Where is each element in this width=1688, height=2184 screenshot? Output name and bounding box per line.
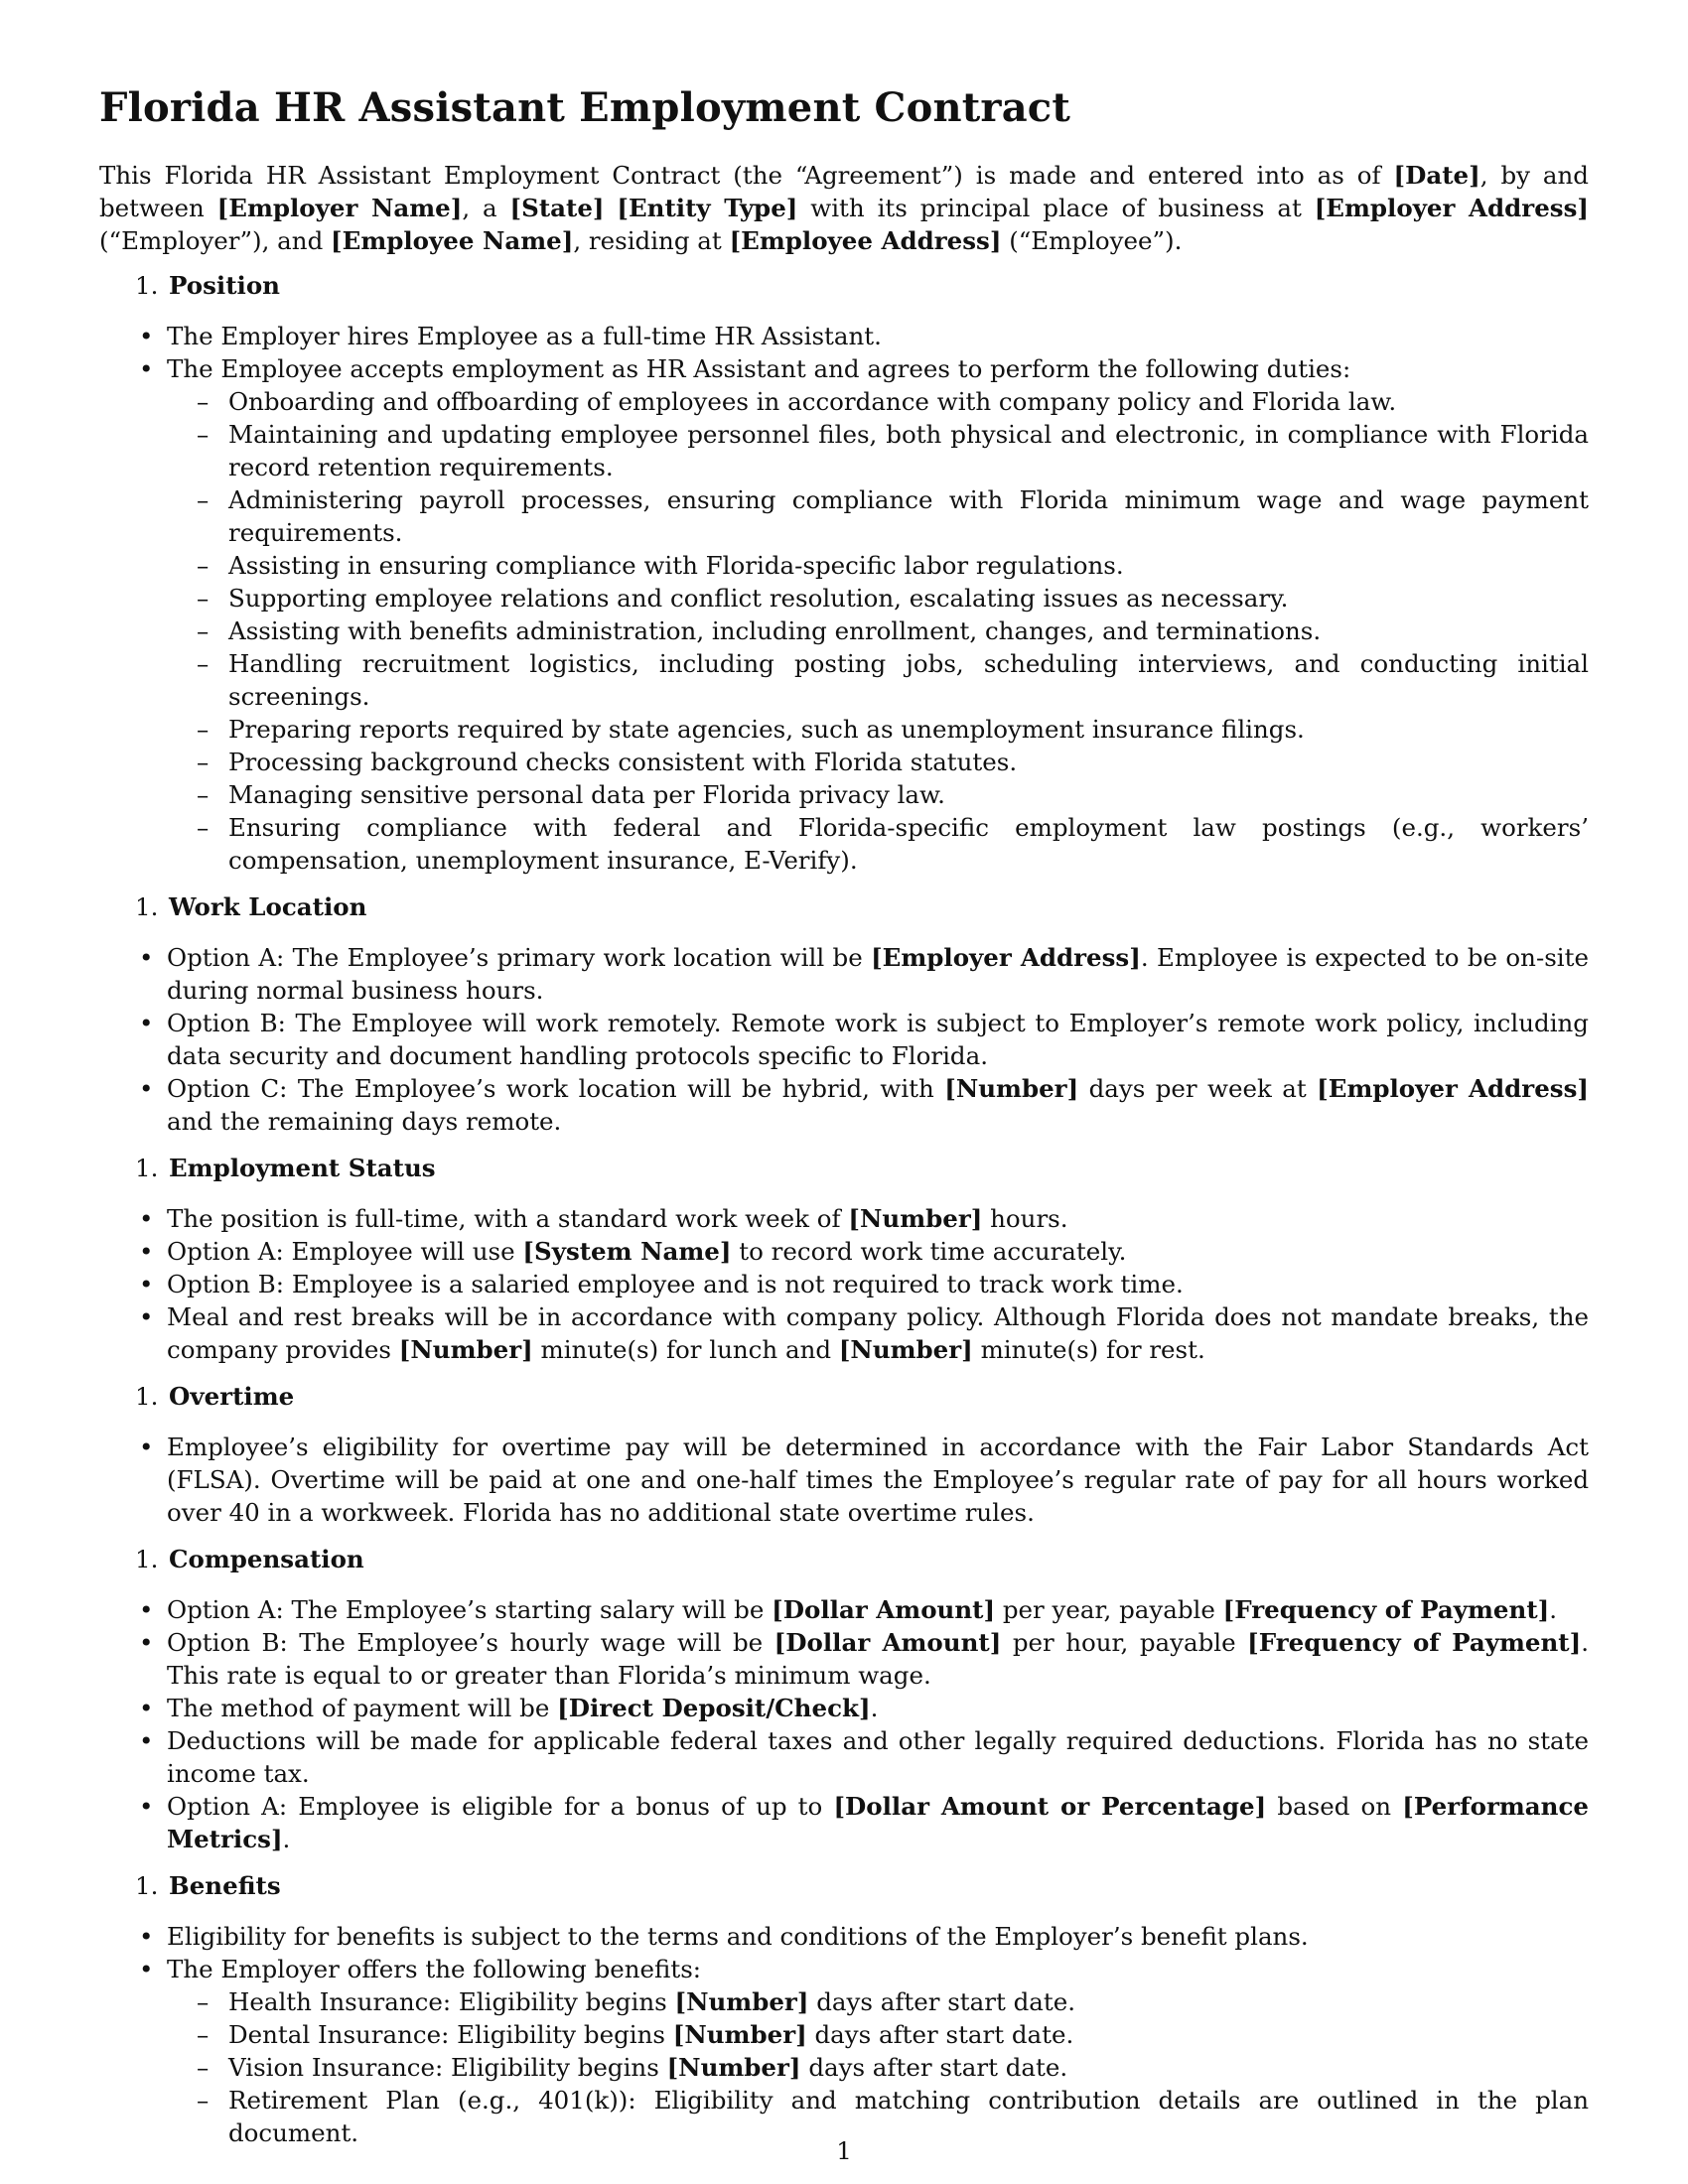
sub-list-item bbox=[167, 811, 1589, 877]
sub-list-item bbox=[167, 1985, 1589, 2018]
list-item-text: Option A: Employee will use [System Name] to record work time accurately. bbox=[167, 1237, 1127, 1266]
dash-icon: – bbox=[197, 649, 210, 678]
dash-icon: – bbox=[197, 485, 210, 514]
dash-icon: – bbox=[197, 780, 210, 809]
bullet-icon: • bbox=[139, 322, 154, 350]
placeholder-field: [Entity Type] bbox=[617, 194, 798, 222]
section-heading bbox=[135, 890, 1589, 923]
placeholder-field: [Number] bbox=[398, 1335, 533, 1364]
placeholder-field: [Number] bbox=[944, 1074, 1079, 1103]
bullet-icon: • bbox=[139, 1726, 154, 1755]
sub-list-item bbox=[167, 2051, 1589, 2084]
section-number: 1. bbox=[135, 1871, 159, 1900]
sub-list-item bbox=[167, 647, 1589, 713]
list-item-text: Deductions will be made for applicable federal taxes and other legally required deductions. Florida has no state income tax. bbox=[167, 1726, 1589, 1788]
placeholder-field: [Dollar Amount] bbox=[774, 1628, 1002, 1657]
list-item-text: The Employer offers the following benefits: bbox=[167, 1955, 702, 1983]
placeholder-field: [System Name] bbox=[522, 1237, 732, 1266]
sub-list-item bbox=[167, 418, 1589, 483]
section-list bbox=[99, 1920, 1589, 2149]
placeholder-field: [Number] bbox=[848, 1204, 983, 1233]
placeholder-field: [Date] bbox=[1393, 161, 1480, 190]
bullet-icon: • bbox=[139, 1237, 154, 1266]
placeholder-field: [Number] bbox=[838, 1335, 973, 1364]
list-item-text: Option A: The Employee’s starting salary will be [Dollar Amount] per year, payable [Frequency of Payment]. bbox=[167, 1595, 1558, 1624]
section-title: Compensation bbox=[169, 1545, 364, 1573]
list-item bbox=[99, 1953, 1589, 2149]
section-title: Overtime bbox=[169, 1382, 295, 1411]
sub-list-item-text: Handling recruitment logistics, including posting jobs, scheduling interviews, and conducting initial screenings. bbox=[228, 649, 1589, 711]
dash-icon: – bbox=[197, 2020, 210, 2049]
list-item bbox=[99, 1724, 1589, 1790]
sub-list bbox=[167, 1985, 1589, 2149]
sub-list-item-text: Vision Insurance: Eligibility begins [Number] days after start date. bbox=[228, 2053, 1068, 2082]
bullet-icon: • bbox=[139, 1792, 154, 1821]
bullet-icon: • bbox=[139, 1009, 154, 1037]
sub-list-item-text: Administering payroll processes, ensuring compliance with Florida minimum wage and wage payment requirements. bbox=[228, 485, 1589, 547]
dash-icon: – bbox=[197, 387, 210, 416]
list-item-text: Option B: The Employee’s hourly wage will be [Dollar Amount] per hour, payable [Frequency of Payment]. This rate is equal to or greater than Florida’s minimum wage. bbox=[167, 1628, 1589, 1690]
list-item bbox=[99, 1790, 1589, 1855]
bullet-icon: • bbox=[139, 354, 154, 383]
page-number: 1 bbox=[836, 2136, 852, 2165]
list-item bbox=[99, 1007, 1589, 1072]
section-list bbox=[99, 320, 1589, 877]
dash-icon: – bbox=[197, 715, 210, 744]
placeholder-field: [Frequency of Payment] bbox=[1222, 1595, 1550, 1624]
sub-list-item-text: Maintaining and updating employee personnel files, both physical and electronic, in compliance with Florida record retention requirements. bbox=[228, 420, 1589, 481]
sub-list-item bbox=[167, 549, 1589, 582]
sub-list-item-text: Retirement Plan (e.g., 401(k)): Eligibility and matching contribution details are outlined in the plan document. bbox=[228, 2086, 1589, 2147]
bullet-icon: • bbox=[139, 1595, 154, 1624]
sub-list-item bbox=[167, 2018, 1589, 2051]
sections-container bbox=[99, 269, 1589, 2149]
list-item-text: Option A: Employee is eligible for a bonus of up to [Dollar Amount or Percentage] based on [Performance Metrics]. bbox=[167, 1792, 1589, 1853]
list-item-text: Option B: Employee is a salaried employee and is not required to track work time. bbox=[167, 1270, 1184, 1298]
bullet-icon: • bbox=[139, 1074, 154, 1103]
document-page bbox=[99, 84, 1589, 2163]
placeholder-field: [Dollar Amount] bbox=[772, 1595, 996, 1624]
section-list bbox=[99, 1593, 1589, 1855]
section-list bbox=[99, 941, 1589, 1138]
list-item-text: The Employee accepts employment as HR Assistant and agrees to perform the following duties: bbox=[167, 354, 1351, 383]
dash-icon: – bbox=[197, 551, 210, 580]
section-number: 1. bbox=[135, 892, 159, 921]
section-title: Benefits bbox=[169, 1871, 281, 1900]
sub-list-item bbox=[167, 746, 1589, 778]
section-number: 1. bbox=[135, 1382, 159, 1411]
list-item bbox=[99, 320, 1589, 352]
sub-list-item-text: Ensuring compliance with federal and Florida-specific employment law postings (e.g., workers’ compensation, unemployment insurance, E-Verify). bbox=[228, 813, 1589, 875]
placeholder-field: [Employer Address] bbox=[1314, 194, 1589, 222]
dash-icon: – bbox=[197, 1987, 210, 2016]
sub-list-item-text: Assisting in ensuring compliance with Florida-specific labor regulations. bbox=[228, 551, 1124, 580]
bullet-icon: • bbox=[139, 1302, 154, 1331]
section-title: Work Location bbox=[169, 892, 367, 921]
list-item-text: Meal and rest breaks will be in accordance with company policy. Although Florida does not mandate breaks, the company provides [Number] minute(s) for lunch and [Number] minute(s) for rest. bbox=[167, 1302, 1589, 1364]
bullet-icon: • bbox=[139, 1955, 154, 1983]
sub-list-item-text: Health Insurance: Eligibility begins [Number] days after start date. bbox=[228, 1987, 1076, 2016]
placeholder-field: [Number] bbox=[666, 2053, 801, 2082]
bullet-icon: • bbox=[139, 1204, 154, 1233]
section-title: Employment Status bbox=[169, 1154, 436, 1182]
list-item bbox=[99, 1692, 1589, 1724]
list-item bbox=[99, 1920, 1589, 1953]
list-item bbox=[99, 1593, 1589, 1626]
dash-icon: – bbox=[197, 748, 210, 776]
list-item bbox=[99, 352, 1589, 877]
sub-list-item-text: Onboarding and offboarding of employees in accordance with company policy and Florida law. bbox=[228, 387, 1397, 416]
bullet-icon: • bbox=[139, 1270, 154, 1298]
sub-list-item bbox=[167, 778, 1589, 811]
placeholder-field: [Performance Metrics] bbox=[167, 1792, 1589, 1853]
section-heading bbox=[135, 1869, 1589, 1902]
list-item-text: The position is full-time, with a standard work week of [Number] hours. bbox=[167, 1204, 1068, 1233]
dash-icon: – bbox=[197, 2086, 210, 2115]
placeholder-field: [Employee Address] bbox=[729, 226, 1002, 255]
placeholder-field: [State] bbox=[509, 194, 605, 222]
section-heading bbox=[135, 1152, 1589, 1184]
sub-list-item bbox=[167, 614, 1589, 647]
list-item-text: Option B: The Employee will work remotely. Remote work is subject to Employer’s remote work policy, including data security and document handling protocols specific to Florida. bbox=[167, 1009, 1589, 1070]
dash-icon: – bbox=[197, 813, 210, 842]
list-item-text: Employee’s eligibility for overtime pay will be determined in accordance with the Fair Labor Standards Act (FLSA). Overtime will be paid at one and one-half times the Employee’s regular rate of pay for all hours worked over 40 in a workweek. Florida has no additional state overtime rules. bbox=[167, 1433, 1589, 1527]
list-item bbox=[99, 1202, 1589, 1235]
section-heading bbox=[135, 1380, 1589, 1413]
bullet-icon: • bbox=[139, 1922, 154, 1951]
list-item-text: Eligibility for benefits is subject to the terms and conditions of the Employer’s benefit plans. bbox=[167, 1922, 1309, 1951]
dash-icon: – bbox=[197, 616, 210, 645]
section-list bbox=[99, 1202, 1589, 1366]
list-item-text: The Employer hires Employee as a full-time HR Assistant. bbox=[167, 322, 882, 350]
sub-list-item-text: Managing sensitive personal data per Florida privacy law. bbox=[228, 780, 945, 809]
section-heading bbox=[135, 269, 1589, 302]
sub-list-item bbox=[167, 582, 1589, 614]
bullet-icon: • bbox=[139, 1433, 154, 1461]
placeholder-field: [Direct Deposit/Check] bbox=[557, 1694, 871, 1722]
section-number: 1. bbox=[135, 1545, 159, 1573]
dash-icon: – bbox=[197, 420, 210, 449]
list-item bbox=[99, 1268, 1589, 1300]
list-item bbox=[99, 1626, 1589, 1692]
placeholder-field: [Dollar Amount or Percentage] bbox=[833, 1792, 1267, 1821]
list-item-text: Option A: The Employee’s primary work location will be [Employer Address]. Employee is expected to be on-site during normal business hours. bbox=[167, 943, 1589, 1005]
bullet-icon: • bbox=[139, 1694, 154, 1722]
section-heading bbox=[135, 1543, 1589, 1575]
placeholder-field: [Number] bbox=[672, 2020, 807, 2049]
placeholder-field: [Frequency of Payment] bbox=[1247, 1628, 1582, 1657]
sub-list-item bbox=[167, 713, 1589, 746]
sub-list-item-text: Supporting employee relations and conflict resolution, escalating issues as necessary. bbox=[228, 584, 1289, 613]
bullet-icon: • bbox=[139, 1628, 154, 1657]
list-item bbox=[99, 1235, 1589, 1268]
dash-icon: – bbox=[197, 584, 210, 613]
intro-paragraph: This Florida HR Assistant Employment Contract (the “Agreement”) is made and entered into as of [Date], by and between [Employer Name], a [State] [Entity Type] with its principal place of business at [Employer Address] (“Employer”), and [Employee Name], residing at [Employee Address] (“Employee”). bbox=[99, 161, 1589, 255]
list-item bbox=[99, 1300, 1589, 1366]
list-item bbox=[99, 941, 1589, 1007]
placeholder-field: [Number] bbox=[674, 1987, 809, 2016]
list-item bbox=[99, 1431, 1589, 1529]
list-item bbox=[99, 1072, 1589, 1138]
sub-list-item-text: Preparing reports required by state agencies, such as unemployment insurance filings. bbox=[228, 715, 1305, 744]
sub-list-item-text: Processing background checks consistent with Florida statutes. bbox=[228, 748, 1018, 776]
dash-icon: – bbox=[197, 2053, 210, 2082]
sub-list bbox=[167, 385, 1589, 877]
bullet-icon: • bbox=[139, 943, 154, 972]
sub-list-item-text: Assisting with benefits administration, including enrollment, changes, and terminations. bbox=[228, 616, 1322, 645]
document-title: Florida HR Assistant Employment Contract bbox=[99, 84, 1071, 131]
sub-list-item bbox=[167, 483, 1589, 549]
list-item-text: The method of payment will be [Direct Deposit/Check]. bbox=[167, 1694, 879, 1722]
placeholder-field: [Employer Name] bbox=[216, 194, 463, 222]
section-number: 1. bbox=[135, 271, 159, 300]
section-number: 1. bbox=[135, 1154, 159, 1182]
section-title: Position bbox=[169, 271, 280, 300]
placeholder-field: [Employee Name] bbox=[331, 226, 574, 255]
sub-list-item bbox=[167, 385, 1589, 418]
placeholder-field: [Employer Address] bbox=[871, 943, 1141, 972]
placeholder-field: [Employer Address] bbox=[1317, 1074, 1589, 1103]
sub-list-item-text: Dental Insurance: Eligibility begins [Number] days after start date. bbox=[228, 2020, 1074, 2049]
section-list bbox=[99, 1431, 1589, 1529]
list-item-text: Option C: The Employee’s work location will be hybrid, with [Number] days per week at [Employer Address] and the remaining days remote. bbox=[167, 1074, 1589, 1136]
